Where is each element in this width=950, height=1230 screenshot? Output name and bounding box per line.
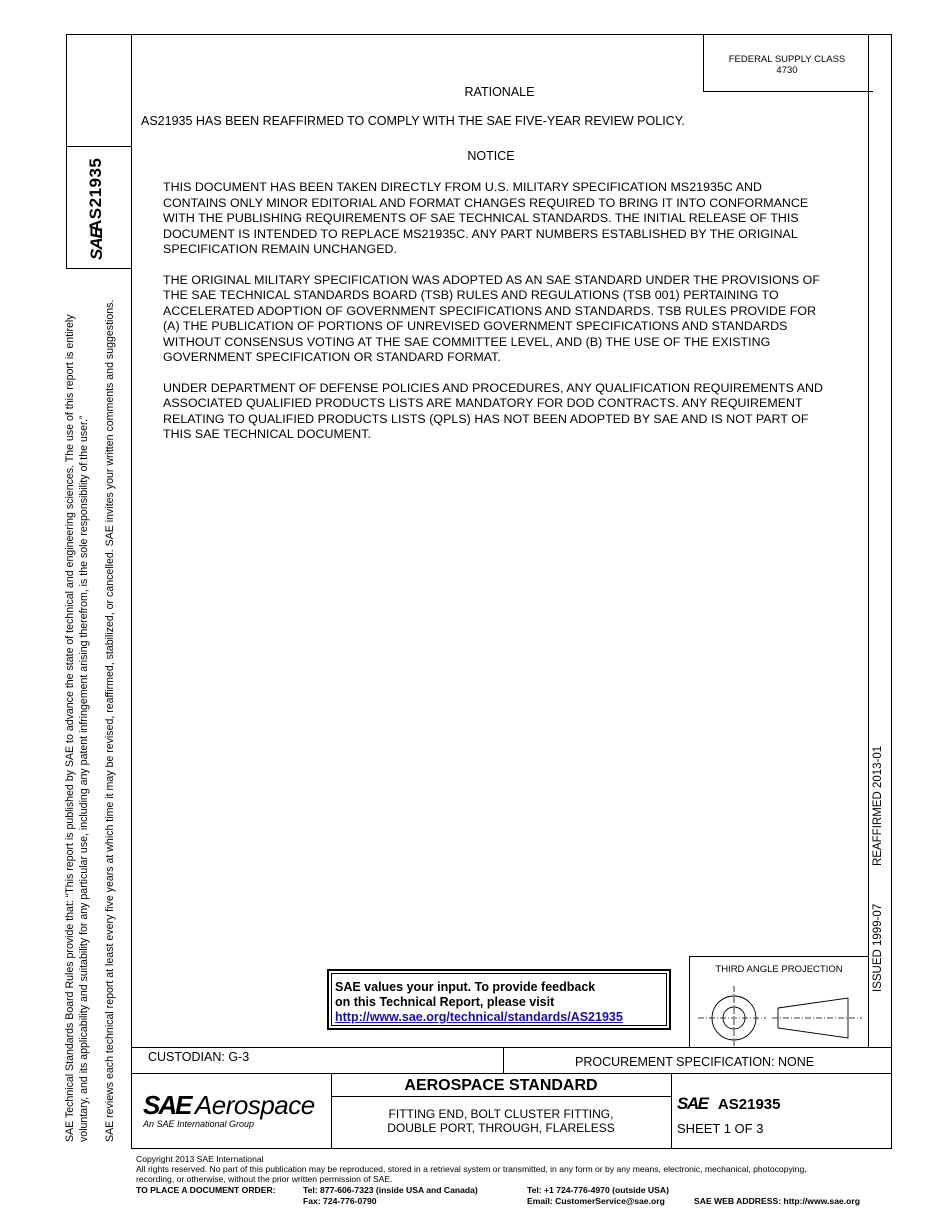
projection-label: THIRD ANGLE PROJECTION <box>715 964 843 975</box>
document-number-block <box>677 1094 780 1114</box>
feedback-link[interactable]: http://www.sae.org/technical/standards/AS21935 <box>335 1010 623 1024</box>
fax: Fax: 724-776-0790 <box>303 1196 377 1206</box>
third-angle-projection-icon <box>692 982 868 1046</box>
rights-line-1: All rights reserved. No part of this publication may be reproduced, stored in a retrieval system or transmitted, in any form or by any means, electronic, mechanical, photocopying, <box>136 1164 807 1175</box>
logo-subtitle: An SAE International Group <box>143 1119 255 1129</box>
sae-aerospace-logo <box>143 1090 328 1129</box>
web-address: SAE WEB ADDRESS: http://www.sae.org <box>694 1196 860 1206</box>
disclaimer-line-1: SAE Technical Standards Board Rules provide that: “This report is published by SAE to advance the state of technical and engineering sciences. The use of this report is entirely <box>64 314 76 1142</box>
custodian: CUSTODIAN: G-3 <box>148 1050 250 1064</box>
logo-aerospace: Aerospace <box>194 1090 315 1120</box>
procurement-specification: PROCUREMENT SPECIFICATION: NONE <box>575 1055 815 1069</box>
reaffirmed-date: REAFFIRMED 2013-01 <box>872 745 884 866</box>
rationale-text: AS21935 HAS BEEN REAFFIRMED TO COMPLY WITH THE SAE FIVE-YEAR REVIEW POLICY. <box>141 114 685 128</box>
order-label: TO PLACE A DOCUMENT ORDER: <box>136 1185 276 1195</box>
tel-outside-usa: Tel: +1 724-776-4970 (outside USA) <box>527 1185 669 1195</box>
disclaimer-line-2: voluntary, and its applicability and suitability for any particular use, including any patent infringement arising therefrom, is the sole responsibility of the user.” <box>78 415 90 1142</box>
title-line-2: DOUBLE PORT, THROUGH, FLARELESS <box>387 1121 615 1135</box>
footer <box>136 1154 807 1185</box>
logo-sae-mark: SAE <box>143 1090 191 1120</box>
document-number: AS21935 <box>717 1096 781 1113</box>
notice-heading: NOTICE <box>467 149 515 163</box>
feedback-box <box>327 969 671 1030</box>
disclaimer-line-3: SAE reviews each technical report at least every five years at which time it may be revised, reaffirmed, stabilized, or cancelled. SAE invites your written comments and suggestions. <box>104 299 116 1142</box>
notice-paragraph: THE ORIGINAL MILITARY SPECIFICATION WAS ADOPTED AS AN SAE STANDARD UNDER THE PROVISIONS OF THE SAE TECHNICAL STANDARDS BOARD (TSB) RULES AND REGULATIONS (TSB 001) PERTAINING TO ACCELERATED ADOPTION OF GOVERNMENT SPECIFICATIONS AND STANDARDS. TSB RULES PROVIDE FOR (A) THE PUBLICATION OF PORTIONS OF UNREVISED GOVERNMENT SPECIFICATIONS AND STANDARDS WITHOUT CONSENSUS VOTING AT THE SAE COMMITTEE LEVEL, AND (B) THE USE OF THE EXISTING GOVERNMENT SPECIFICATION OR STANDARD FORMAT. <box>163 272 820 364</box>
rights-line-2: recording, or otherwise, without the prior written permission of SAE. <box>136 1174 393 1185</box>
copyright: Copyright 2013 SAE International <box>136 1154 264 1164</box>
feedback-text-2: on this Technical Report, please visit <box>335 995 555 1009</box>
tel-inside-usa: Tel: 877-606-7323 (inside USA and Canada) <box>303 1185 478 1195</box>
title-line-1: FITTING END, BOLT CLUSTER FITTING, <box>388 1107 614 1121</box>
feedback-text-1: SAE values your input. To provide feedback <box>335 980 596 994</box>
notice-body <box>163 180 825 458</box>
fsc-label: FEDERAL SUPPLY CLASS <box>728 54 846 65</box>
issued-date: ISSUED 1999-07 <box>872 903 884 992</box>
side-sae-logo: SAE <box>87 228 106 260</box>
sheet-number: SHEET 1 OF 3 <box>677 1121 764 1136</box>
rationale-heading: RATIONALE <box>464 85 535 99</box>
aerospace-standard-heading: AEROSPACE STANDARD <box>404 1077 598 1094</box>
fsc-number: 4730 <box>776 65 798 76</box>
small-sae-logo: SAE <box>677 1094 708 1113</box>
federal-supply-class <box>704 54 870 76</box>
notice-paragraph: UNDER DEPARTMENT OF DEFENSE POLICIES AND PROCEDURES, ANY QUALIFICATION REQUIREMENTS AND ASSOCIATED QUALIFIED PRODUCTS LISTS ARE MANDATORY FOR DOD CONTRACTS. ANY REQUIREMENT RELATING TO QUALIFIED PRODUCTS LISTS (QPLS) HAS NOT BEEN ADOPTED BY SAE AND IS NOT PART OF THIS SAE TECHNICAL DOCUMENT. <box>163 380 824 441</box>
email: Email: CustomerService@sae.org <box>527 1196 665 1206</box>
document-title <box>331 1107 671 1135</box>
notice-paragraph: THIS DOCUMENT HAS BEEN TAKEN DIRECTLY FROM U.S. MILITARY SPECIFICATION MS21935C AND CONTAINS ONLY MINOR EDITORIAL AND FORMAT CHANGES REQUIRED TO BRING IT INTO CONFORMANCE WITH THE PUBLISHING REQUIREMENTS OF SAE TECHNICAL STANDARDS. THE INITIAL RELEASE OF THIS DOCUMENT IS INTENDED TO REPLACE MS21935C. ANY PART NUMBERS ESTABLISHED BY THE ORIGINAL SPECIFICATION REMAIN UNCHANGED. <box>163 180 809 256</box>
side-doc-number: AS21935 <box>86 157 105 232</box>
